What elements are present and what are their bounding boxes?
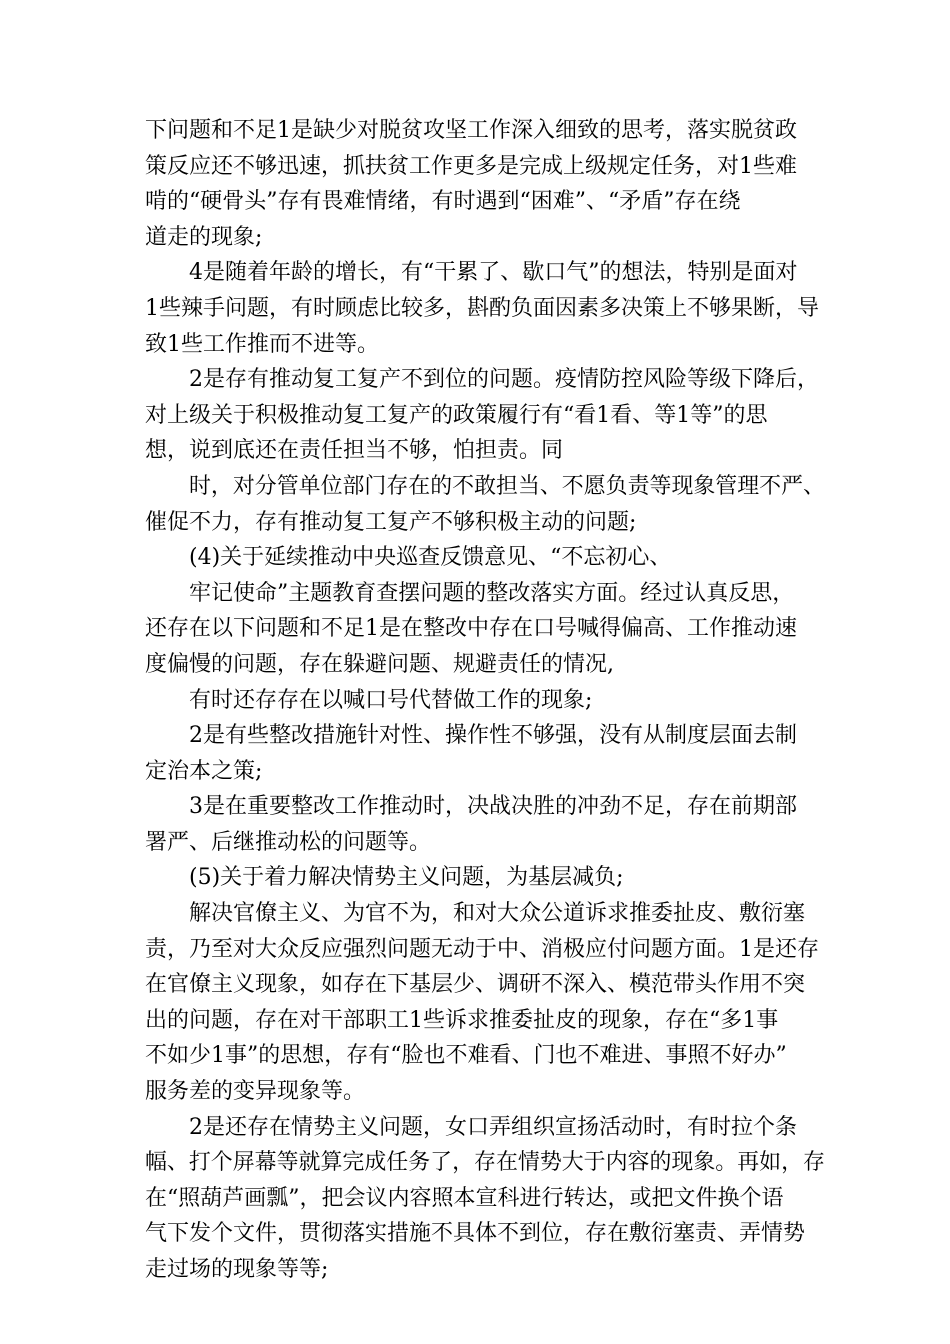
text-line: 2是存有推动复工复产不到位的问题。疫情防控风险等级下降后， (189, 367, 819, 393)
text-line: 策反应还不够迅速，抓扶贫工作更多是完成上级规定任务，对1些难 (145, 153, 797, 179)
text-line: 在官僚主义现象，如存在下基层少、调研不深入、模范带头作用不突 (145, 972, 806, 998)
text-line: 致1些工作推而不进等。 (145, 331, 379, 357)
text-line: 气下发个文件，贯彻落实措施不具体不到位，存在敷衍塞责、弄情势 (145, 1221, 806, 1247)
text-line: 署严、后继推动松的问题等。 (145, 829, 432, 855)
text-line: 幅、打个屏幕等就算完成任务了，存在情势大于内容的现象。再如，存 (145, 1150, 825, 1176)
text-line: (5)关于着力解决情势主义问题，为基层减负; (189, 865, 624, 891)
text-line: 道走的现象; (145, 224, 263, 250)
text-line: 定治本之策; (145, 758, 263, 784)
text-line: 想，说到底还在责任担当不够，怕担责。同 (145, 438, 564, 464)
text-line: 在“照葫芦画瓢”，把会议内容照本宣科进行转达，或把文件换个语 (145, 1185, 784, 1211)
text-line: 责，乃至对大众反应强烈问题无动于中、消极应付问题方面。1是还存 (145, 936, 819, 962)
text-line: 有时还存存在以喊口号代替做工作的现象; (189, 687, 593, 713)
text-line: 1些辣手问题，有时顾虑比较多，斟酌负面因素多决策上不够果断，导 (145, 295, 819, 321)
text-line: 牢记使命”主题教育查摆问题的整改落实方面。经过认真反思， (189, 580, 795, 606)
text-line: 2是有些整改措施针对性、操作性不够强，没有从制度层面去制 (189, 723, 797, 749)
text-line: 出的问题，存在对干部职工1些诉求推委扯皮的现象，存在“多1事 (145, 1007, 779, 1033)
text-line: 4是随着年龄的增长，有“干累了、歇口气”的想法，特别是面对 (189, 260, 798, 286)
text-line: 度偏慢的问题，存在躲避问题、规避责任的情况, (145, 651, 614, 677)
document-page (145, 113, 825, 1288)
text-line: 走过场的现象等等; (145, 1257, 329, 1282)
text-line: 3是在重要整改工作推动时，决战决胜的冲劲不足，存在前期部 (189, 794, 797, 820)
text-line: 催促不力，存有推动复工复产不够积极主动的问题; (145, 509, 637, 535)
text-line: 2是还存在情势主义问题，女口弄组织宣扬活动时，有时拉个条 (189, 1114, 797, 1140)
text-line: 对上级关于积极推动复工复产的政策履行有“看1看、等1等”的思 (145, 402, 768, 428)
text-line: (4)关于延续推动中央巡查反馈意见、“不忘初心、 (189, 545, 672, 571)
text-line: 还存在以下问题和不足1是在整改中存在口号喊得偏高、工作推动速 (145, 616, 797, 642)
text-line: 服务差的变异现象等。 (145, 1079, 366, 1105)
text-line: 不如少1事”的思想，存有“脸也不难看、门也不难进、事照不好办” (145, 1043, 787, 1069)
text-line: 下问题和不足1是缺少对脱贫攻坚工作深入细致的思考，落实脱贫政 (145, 118, 797, 143)
text-line: 时，对分管单位部门存在的不敢担当、不愿负责等现象管理不严、 (189, 473, 825, 499)
text-line: 解决官僚主义、为官不为，和对大众公道诉求推委扯皮、敷衍塞 (189, 901, 806, 927)
text-line: 啃的“硬骨头”存有畏难情绪，有时遇到“困难”、“矛盾”存在绕 (145, 189, 741, 215)
